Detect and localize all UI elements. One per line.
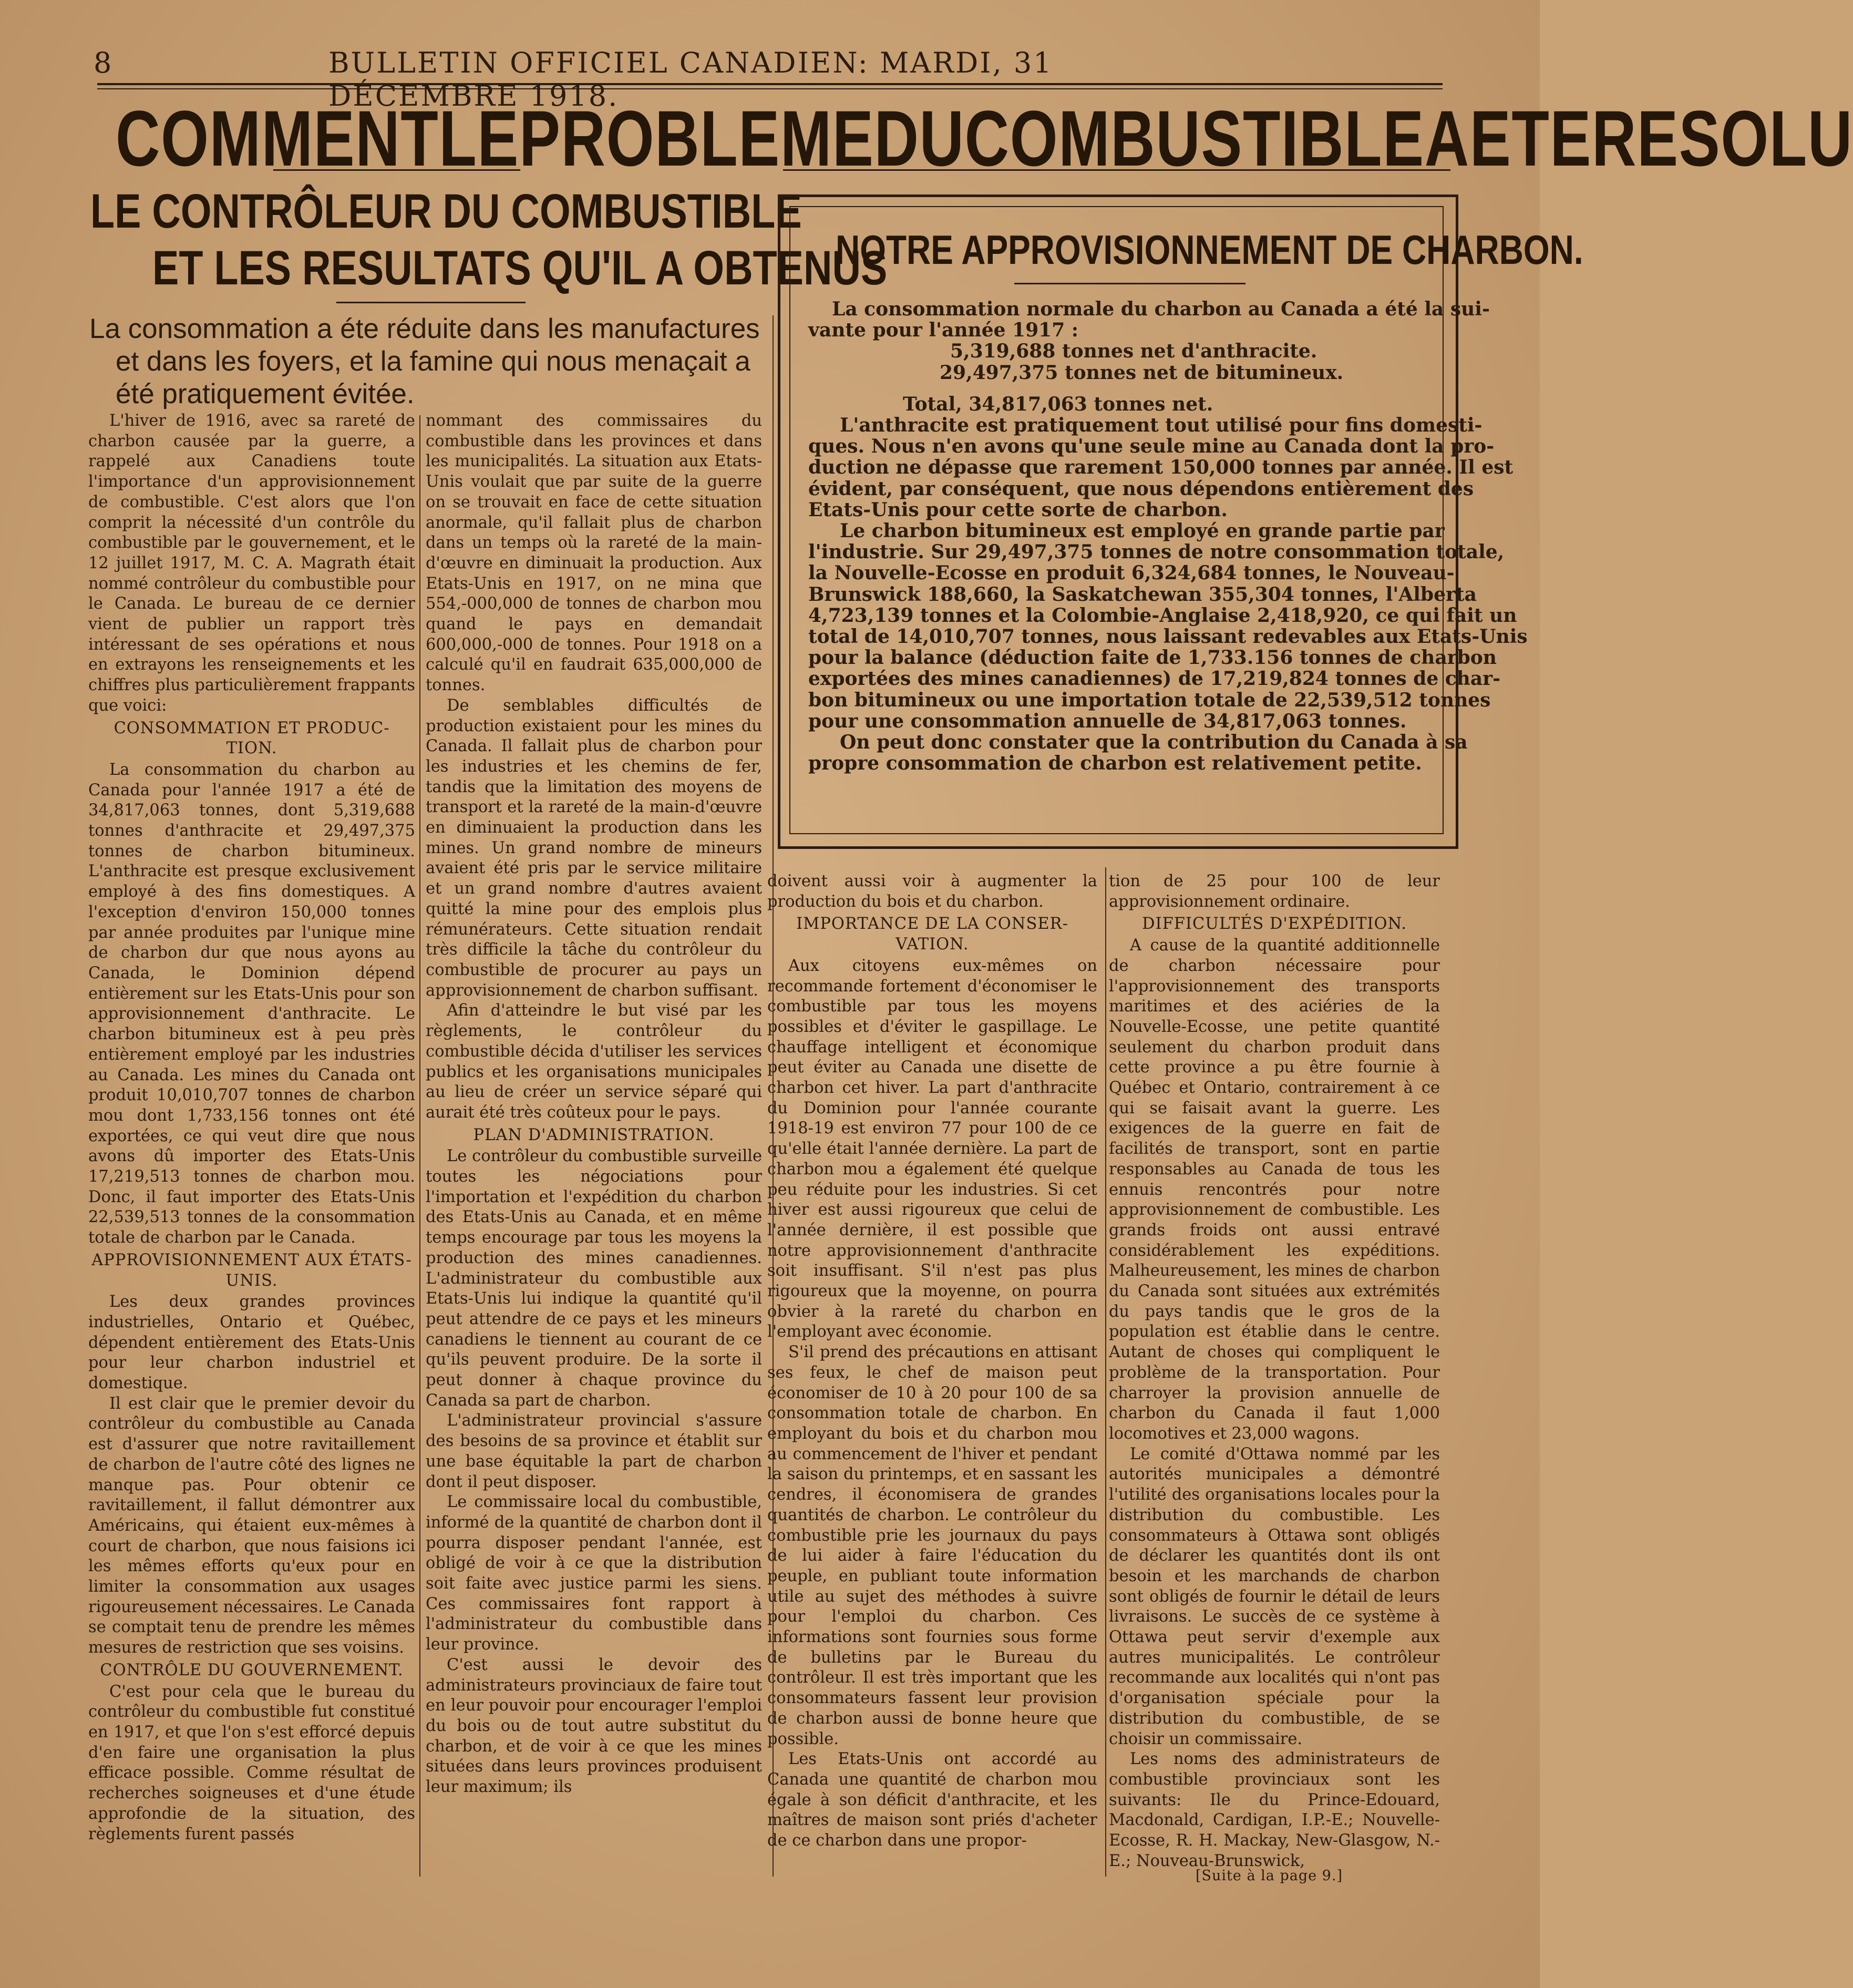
- box-line: pour la balance (déduction faite de 1,733.156 tonnes de charbon: [808, 647, 1497, 669]
- section-heading: DIFFICULTÉS D'EXPÉDITION.: [1142, 915, 1407, 934]
- box-line: évident, par conséquent, que nous dépendons entièrement des: [808, 477, 1474, 500]
- section-heading: IMPORTANCE DE LA CONSER- VATION.: [796, 915, 1068, 954]
- continued-note: [Suite à la page 9.]: [1196, 1868, 1343, 1884]
- paragraph: Aux citoyens eux-mêmes on recommande fortement d'économiser le combustible par tous les moyens possibles et d'éviter le gaspillage. Le chauffage intelligent et économique peut éviter au Canada une disette de charbon cet hiver. La part d'anthracite du Dominion pour l'année courante 1918-19 est environ 77 pour 100 de ce qu'elle était l'année dernière. La part de charbon mou a également été quelque peu réduite pour les industries. Si cet hiver est aussi rigoureux que celui de l'année dernière, il est possible que notre approvisionnement d'anthracite soit insuffisant. S'il n'est pas plus rigoureux que la moyenne, on pourra obvier à la rareté du charbon en l'employant avec économie.: [767, 956, 1097, 1341]
- box-line: Brunswick 188,660, la Saskatchewan 355,304 tonnes, l'Alberta: [808, 583, 1477, 606]
- box-line: L'anthracite est pratiquement tout utilisé pour fins domesti-: [840, 414, 1483, 437]
- section-heading: PLAN D'ADMINISTRATION.: [473, 1125, 715, 1144]
- paragraph: De semblables difficultés de production existaient pour les mines du Canada. Il fallait plus de charbon pour les industries et les chemins de fer, tandis que la limitation des moyens de transport et la rareté de la main-d'œuvre en diminuaient la production dans les mines. Un grand nombre de mineurs avaient été pris par le service militaire et un grand nombre d'autres avaient quitté la mine pour des emplois plus rémunérateurs. Cette situation rendait très difficile la tâche du contrôleur du combustible de procurer au pays un approvisionnement de charbon suffisant.: [426, 696, 762, 1000]
- paragraph: A cause de la quantité additionnelle de charbon nécessaire pour l'approvisionnement des transports maritimes et des aciéries de la Nouvelle-Ecosse, une petite quantité seulement du charbon produit dans cette province a pu être fournie à Québec et Ontario, contrairement à ce qui se faisait avant la guerre. Les exigences de la guerre en fait de facilités de transport, sont en partie responsables au Canada de tous les ennuis rencontrés pour notre approvisionnement de combustible. Les grands froids ont aussi entravé considérablement les expéditions. Malheureusement, les mines de charbon du Canada sont situées aux extrémités du pays tandis que le gros de la population est établie dans le centre. Autant de choses qui compliquent le problème de la transportation. Pour charroyer la provision annuelle de charbon du Canada il faut 1,000 locomotives et 23,000 wagons.: [1109, 936, 1440, 1443]
- divider: [273, 169, 520, 171]
- headline-word: PROBLEME: [519, 94, 874, 182]
- paragraph: C'est pour cela que le bureau du contrôleur du combustible fut constitué en 1917, et que l'on s'est efforcé depuis d'en faire une organisation la plus efficace possible. Comme résultat de recherches soigneuses et d'une étude approfondie de la situation, des règlements furent passés: [88, 1682, 415, 1843]
- headline-word: DU: [874, 94, 965, 182]
- paragraph: C'est aussi le devoir des administrateurs provinciaux de faire tout en leur pouvoir pour encourager l'emploi du bois ou de tout autre substitut du charbon, et de voir à ce que les mines situées dans leurs provinces produisent leur maximum; ils: [426, 1655, 762, 1797]
- paragraph: doivent aussi voir à augmenter la production du bois et du charbon.: [767, 872, 1097, 911]
- box-line: propre consommation de charbon est relativement petite.: [808, 752, 1422, 775]
- box-line: total de 14,010,707 tonnes, nous laissant redevables aux Etats-Unis: [808, 626, 1528, 648]
- paragraph: Le comité d'Ottawa nommé par les autorités municipales a démontré l'utilité des organisations locales pour la distribution du combustible. Les consommateurs à Ottawa sont obligés de déclarer les quantités dont ils ont besoin et les marchands de charbon sont obligés de fournir le détail de leurs livraisons. Le succès de ce système à Ottawa peut servir d'exemple aux autres municipalités. Le contrôleur recommande aux localités qui n'ont pas d'organisation spéciale pour la distribution du combustible, de se choisir un commissaire.: [1109, 1444, 1440, 1748]
- box-line: duction ne dépasse que rarement 150,000 tonnes par année. Il est: [808, 456, 1514, 479]
- divider: [783, 169, 1450, 171]
- box-line: [808, 383, 1423, 394]
- top-rule: [97, 83, 1443, 89]
- box-line: Etats-Unis pour cette sorte de charbon.: [808, 498, 1228, 521]
- paragraph: Le contrôleur du combustible surveille toutes les négociations pour l'importation et l'expédition du charbon des Etats-Unis au Canada, et en même temps encourage par tous les moyens la production des mines canadiennes. L'administrateur du combustible aux Etats-Unis lui indique la quantité qu'il peut attendre de ce pays et les mineurs canadiens le tiennent au courant de ce qu'ils peuvent produire. De la sorte il peut donner à chaque province du Canada sa part de charbon.: [426, 1147, 762, 1410]
- article-column-4: [1109, 872, 1440, 1871]
- article-title-line1: LE CONTRÔLEUR DU COMBUSTIBLE: [90, 185, 802, 238]
- headline-word: COMMENT: [116, 94, 439, 182]
- deck-line: été pratiquement évitée.: [116, 378, 415, 409]
- box-line: exportées des mines canadiennes) de 17,219,824 tonnes de char-: [808, 668, 1501, 690]
- page-number: 8: [94, 46, 114, 79]
- box-line: 29,497,375 tonnes net de bitumineux.: [940, 361, 1344, 384]
- box-line: l'industrie. Sur 29,497,375 tonnes de notre consommation totale,: [808, 541, 1505, 563]
- paragraph: Les noms des administrateurs de combustible provinciaux sont les suivants: Ile du Prince-Edouard, Macdonald, Cardigan, I.P.-E.; Nouvelle-Ecosse, R. H. Mackay, New-Glasgow, N.-E.; Nouveau-Brunswick,: [1109, 1750, 1440, 1870]
- box-line: 4,723,139 tonnes et la Colombie-Anglaise 2,418,920, ce qui fait un: [808, 604, 1517, 627]
- column-rule: [419, 415, 420, 1877]
- column-rule: [1105, 867, 1106, 1877]
- headline-word: A: [1424, 94, 1470, 182]
- paragraph: S'il prend des précautions en attisant ses feux, le chef de maison peut économiser de 10 à 20 pour 100 de sa consommation totale de charbon. En employant du bois et du charbon mou au commencement de l'hiver et pendant la saison du printemps, et en sassant les cendres, il économisera de grandes quantités de charbon. Le contrôleur du combustible prie les journaux du pays de lui aider à faire l'éducation du peuple, en publiant toute information utile au sujet des méthodes à suivre pour l'emploi du charbon. Ces informations sont fournies sous forme de bulletins par le Bureau du contrôleur. Il est très important que les consommateurs fassent leur provision de charbon aussi de bonne heure que possible.: [767, 1343, 1097, 1748]
- headline-word: LE: [439, 94, 519, 182]
- article-deck: [89, 313, 767, 411]
- deck-line: La consommation a éte réduite dans les manufactures: [89, 313, 760, 344]
- box-line: 5,319,688 tonnes net d'anthracite.: [950, 340, 1317, 363]
- box-line: la Nouvelle-Ecosse en produit 6,324,684 tonnes, le Nouveau-: [808, 562, 1455, 585]
- section-heading: CONTRÔLE DU GOUVERNEMENT.: [100, 1661, 404, 1679]
- box-line: Le charbon bitumineux est employé en grande partie par: [840, 520, 1445, 542]
- paragraph: Il est clair que le premier devoir du contrôleur du combustible au Canada est d'assurer que notre ravitaillement de charbon de l'autre côté des lignes ne manque pas. Pour obtenir ce ravitaillement, il fallut démontrer aux Américains, qui étaient eux-mêmes à court de charbon, que nous faisions ici les mêmes efforts qu'eux pour en limiter la consommation aux usages rigoureusement nécessaires. Le Canada se comptait tenu de prendre les mêmes mesures de restriction que ses voisins.: [88, 1394, 415, 1657]
- box-line: bon bitumineux ou une importation totale de 22,539,512 tonnes: [808, 689, 1491, 711]
- article-column-3: [767, 872, 1097, 1851]
- box-line: vante pour l'année 1917 :: [808, 319, 1079, 342]
- divider: [336, 302, 526, 303]
- paragraph: L'administrateur provincial s'assure des besoins de sa province et établit sur une base équitable la part de charbon dont il peut disposer.: [426, 1411, 762, 1491]
- deck-line: et dans les foyers, et la famine qui nous menaçait a: [116, 346, 750, 377]
- box-title: NOTRE APPROVISIONNEMENT DE CHARBON.: [836, 227, 1583, 273]
- section-heading: APPROVISIONNEMENT AUX ÉTATS-UNIS.: [91, 1251, 412, 1290]
- paragraph: nommant des commissaires du combustible dans les provinces et dans les municipalités. La situation aux Etats-Unis voulait que par suite de la guerre on se trouvait en face de cette situation anormale, qu'il fallait plus de charbon dans un temps où la rareté de la main-d'œuvre en diminuait la production. Aux Etats-Unis en 1917, on ne mina que 554,-000,000 de tonnes de charbon mou quand le pays en demandait 600,000,-000 de tonnes. Pour 1918 on a calculé qu'il en faudrait 635,000,000 de tonnes.: [426, 412, 762, 695]
- paragraph: La consommation du charbon au Canada pour l'année 1917 a été de 34,817,063 tonnes, dont 5,319,688 tonnes d'anthracite et 29,497,375 tonnes de charbon bitumineux. L'anthracite est presque exclusivement employé à des fins domestiques. A l'exception d'environ 150,000 tonnes par année produites par l'unique mine de charbon dur que nous ayons au Canada, le Dominion dépend entièrement sur les Etats-Unis pour son approvisionnement d'anthracite. Le charbon bitumineux est à peu près entièrement employé par les industries au Canada. Les mines du Canada ont produit 10,010,707 tonnes de charbon mou dont 1,733,156 tonnes ont été exportées, ce qui veut dire que nous avons dû importer des Etats-Unis 17,219,513 tonnes de charbon mou. Donc, il faut importer des Etats-Unis 22,539,513 tonnes de la consommation totale de charbon par le Canada.: [88, 760, 415, 1247]
- paragraph: Afin d'atteindre le but visé par les règlements, le contrôleur du combustible décida d'utiliser les services publics et les organisations municipales au lieu de créer un service séparé qui aurait été très coûteux pour le pays.: [426, 1001, 762, 1122]
- paragraph: Les Etats-Unis ont accordé au Canada une quantité de charbon mou égale à son déficit d'anthracite, et les maîtres de maison sont priés d'acheter de ce charbon dans une propor-: [767, 1750, 1097, 1850]
- section-heading: CONSOMMATION ET PRODUC- TION.: [114, 719, 390, 758]
- box-line: On peut donc constater que la contribution du Canada à sa: [840, 731, 1468, 754]
- article-column-1: [88, 411, 415, 1844]
- box-line: La consommation normale du charbon au Canada a été la sui-: [832, 298, 1490, 320]
- article-title-line2: ET LES RESULTATS QU'IL A OBTENUS: [152, 241, 888, 295]
- headline-word: ETE: [1469, 94, 1592, 182]
- masthead: BULLETIN OFFICIEL CANADIEN: MARDI, 31 DÉCEMBRE 1918.: [328, 46, 1053, 112]
- paragraph: tion de 25 pour 100 de leur approvisionnement ordinaire.: [1109, 872, 1440, 911]
- box-line: ques. Nous n'en avons qu'une seule mine au Canada dont la pro-: [808, 435, 1495, 458]
- box-body: [808, 298, 1528, 775]
- paragraph: Le commissaire local du combustible, informé de la quantité de charbon dont il pourra disposer pendant l'année, est obligé de voir à ce que la distribution soit faite avec justice parmi les siens. Ces commissaires font rapport à l'administrateur du combustible dans leur province.: [426, 1493, 762, 1654]
- box-line: Total, 34,817,063 tonnes net.: [903, 393, 1213, 415]
- divider: [1014, 283, 1245, 284]
- box-line: pour une consommation annuelle de 34,817,063 tonnes.: [808, 710, 1407, 732]
- headline-word: COMBUSTIBLE: [964, 94, 1425, 182]
- paragraph: L'hiver de 1916, avec sa rareté de charbon causée par la guerre, a rappelé aux Canadiens toute l'importance d'un approvisionnement de combustible. C'est alors que l'on comprit la nécessité d'un contrôle du combustible par le gouvernement, et le 12 juillet 1917, M. C. A. Magrath était nommé contrôleur du combustible pour le Canada. Le bureau de ce dernier vient de publier un rapport très intéressant de ses opérations et nous en extrayons les renseignements et les chiffres plus particulièrement frappants que voici:: [88, 412, 415, 715]
- paragraph: Les deux grandes provinces industrielles, Ontario et Québec, dépendent entièrement des Etats-Unis pour leur charbon industriel et domestique.: [88, 1293, 415, 1393]
- headline-word: RESOLU: [1592, 94, 1853, 182]
- article-column-2: [426, 411, 762, 1798]
